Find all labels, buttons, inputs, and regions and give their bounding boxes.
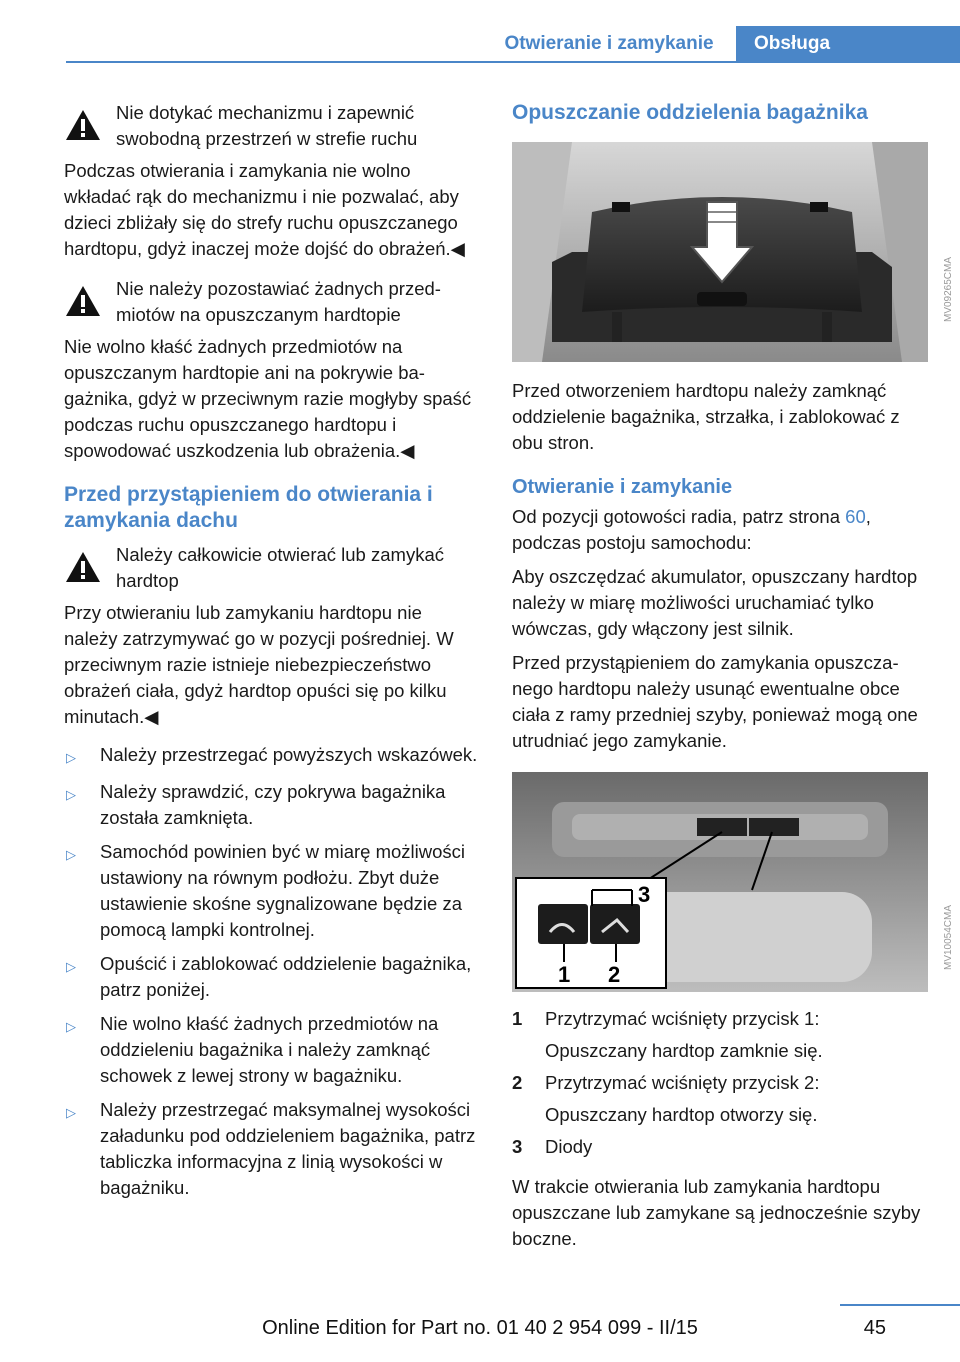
- warning-block-1: [64, 100, 478, 152]
- bullet-triangle-icon: ▷: [66, 1105, 76, 1120]
- checklist: [64, 742, 478, 1201]
- legend-item: 3 Diody: [512, 1136, 593, 1157]
- legend-list: [512, 1006, 932, 1160]
- list-item: ▷ Opuścić i zablokować oddzielenie bagażnika, patrz poniżej.: [66, 953, 472, 1000]
- page-number: 45: [863, 1317, 886, 1339]
- paragraph: Od pozycji gotowości radia, patrz strona 60, podczas postoju samochodu:: [512, 506, 871, 553]
- legend-subtext: Opuszczany hardtop otworzy się.: [545, 1104, 818, 1125]
- left-column: [64, 100, 478, 1209]
- right-column: [512, 100, 954, 1260]
- bullet-triangle-icon: ▷: [66, 787, 76, 802]
- list-item: ▷ Należy sprawdzić, czy pokrywa bagażnika została zamknięta.: [66, 781, 446, 828]
- trunk-partition-image: [512, 142, 928, 362]
- trunk-illustration: [512, 142, 928, 362]
- callout-label-3: 3: [638, 882, 651, 907]
- warning-block-3: [64, 542, 478, 594]
- list-item: ▷ Samochód powinien być w miarę możliwości ustawiony na równym podłożu. Zbyt duże ustawienie skośne sygnalizowane będzie za pomocą lampki kontrolnej.: [66, 841, 466, 940]
- warning-title: Nie należy pozostawiać żadnych przedmiotów na opuszczanym hardtopie: [116, 278, 441, 325]
- legend-item: 1 Przytrzymać wciśnięty przycisk 1:: [512, 1008, 820, 1029]
- list-item: ▷ Nie wolno kłaść żadnych przedmiotów na oddzieleniu bagażnika i należy zamknąć schowek z lewej strony w bagażniku.: [66, 1013, 439, 1086]
- legend-item: 2 Przytrzymać wciśnięty przycisk 2:: [512, 1072, 820, 1093]
- header-rule: [66, 61, 960, 63]
- header-section-title: Otwieranie i zamykanie: [504, 32, 714, 54]
- section-heading: Opuszczanie oddzielenia bagażnika: [512, 101, 868, 124]
- warning-icon: [64, 284, 102, 318]
- footer-rule: [840, 1304, 960, 1306]
- subsection-heading: Otwieranie i zamykanie: [512, 476, 733, 498]
- callout-label-2: 2: [608, 962, 621, 987]
- warning-icon: [64, 550, 102, 584]
- bullet-triangle-icon: ▷: [66, 847, 76, 862]
- warning-title: Należy całkowicie otwierać lub zamykać hardtop: [116, 544, 444, 591]
- image-code: MV09265CMA: [943, 256, 954, 322]
- warning-icon: [64, 108, 102, 142]
- roof-switch-image: [512, 772, 928, 992]
- legend-subtext: Opuszczany hardtop zamknie się.: [545, 1040, 823, 1061]
- section-heading: Przed przystąpieniem do otwierania i zamykania dachu: [64, 483, 433, 532]
- paragraph: Przed otworzeniem hardtopu należy zamknąć oddzielenie bagażnika, strzałka, i zablokować z obu stron.: [512, 380, 900, 453]
- switch-panel-illustration: [512, 772, 928, 992]
- warning-text: Przy otwieraniu lub zamykaniu hardtopu nie należy zatrzymywać go w pozycji pośredniej. W przeciwnym razie istnieje niebezpieczeństwo obrażeń ciała, gdyż hardtop opuści się po kilku minutach.◀: [64, 602, 454, 727]
- bullet-triangle-icon: ▷: [66, 1019, 76, 1034]
- callout-label-1: 1: [558, 962, 571, 987]
- warning-text: Podczas otwierania i zamykania nie wolno wkładać rąk do mechanizmu i nie pozwalać, aby dzieci zbliżały się do strefy ruchu opuszczanego hardtopu, gdyż inaczej może dojść do obrażeń.◀: [64, 160, 465, 259]
- paragraph: Aby oszczędzać akumulator, opuszczany hardtop należy w miarę możliwości uruchamiać tylko wówczas, gdy włączony jest silnik.: [512, 566, 918, 639]
- list-item: ▷ Należy przestrzegać maksymalnej wysokości załadunku pod oddzieleniem bagażnika, patrz tabliczka informacyjna z linią wysokości w bagażniku.: [66, 1099, 476, 1198]
- header-chapter-tab: Obsługa: [736, 26, 960, 61]
- footer-edition: Online Edition for Part no. 01 40 2 954 099 - II/15: [262, 1317, 698, 1339]
- warning-title: Nie dotykać mechanizmu i zapewnić swobodną przestrzeń w strefie ruchu: [116, 102, 418, 149]
- page-link[interactable]: 60: [845, 506, 866, 527]
- bullet-triangle-icon: ▷: [66, 750, 76, 765]
- paragraph: W trakcie otwierania lub zamykania hardtopu opuszczane lub zamykane są jednocześnie szyby boczne.: [512, 1176, 921, 1249]
- paragraph: Przed przystąpieniem do zamykania opuszczanego hardtopu należy usunąć ewentualne obce ciała z ramy przedniej szyby, ponieważ mogą one utrudniać jego zamykanie.: [512, 652, 918, 751]
- warning-block-2: [64, 276, 478, 328]
- image-code: MV10054CMA: [943, 904, 954, 970]
- warning-text: Nie wolno kłaść żadnych przedmiotów na opuszczanym hardtopie ani na pokrywie bagażnika, gdyż w przeciwnym razie mogłyby spaść podczas ruchu opuszczanego hardtopu i spowodować uszkodzenia lub obrażenia.◀: [64, 336, 472, 461]
- bullet-triangle-icon: ▷: [66, 959, 76, 974]
- list-item: ▷ Należy przestrzegać powyższych wskazówek.: [64, 742, 478, 771]
